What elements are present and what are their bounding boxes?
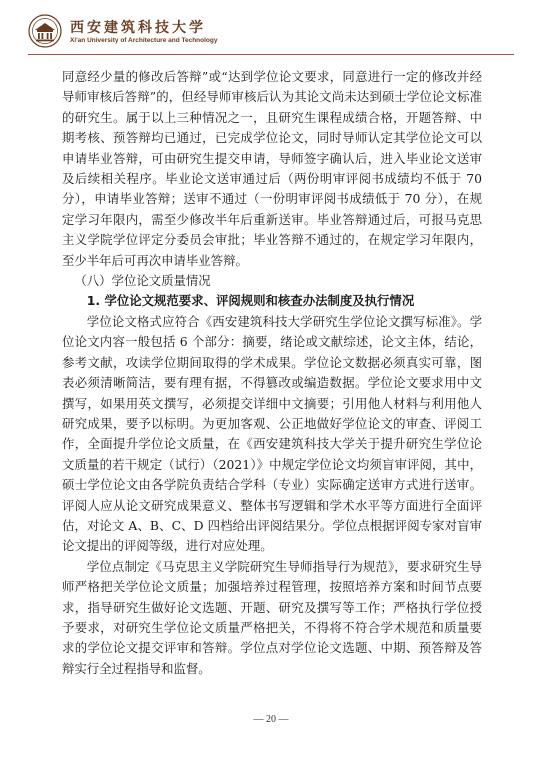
university-name-cn: 西安建筑科技大学 [70,20,206,36]
paragraph-continuation: 同意经少量的修改后答辩”或“达到学位论文要求，同意进行一定的修改并经导师审核后答辩”的，但经导师审核后认为其论文尚未达到硕士学位论文标准的研究生。属于以上三种情况之一，且研究生课程成绩合格，开题答辩、中期考核、预答辩均已通过，已完成学位论文，同时导师认定其学位论文可以申请毕业答辩，可由研究生提交申请，导师签字确认后，进入毕业论文送审及后续相关程序。毕业论文送审通过后（两份明审评阅书成绩均不低于 70 分），申请毕业答辩；送审不通过（一份明审评阅书成绩低于 70 分），在规定学习年限内，需至少修改半年后重新送审。毕业答辩通过后，可报马克思主义学院学位评定分委员会审批；毕业答辩不通过的，在规定学习年限内，至少半年后可再次申请毕业答辩。 [62,69,482,268]
document-body [62,67,482,679]
university-name-en: Xi'an University of Architecture and Technology [70,37,218,44]
paragraph-supervisor-rules: 学位点制定《马克思主义学院研究生导师指导行为规范》，要求研究生导师严格把关学位论文质量；加强培养过程管理，按照培养方案和时间节点要求，指导研究生做好论文选题、开题、研究及撰写等工作；严格执行学位授予要求，对研究生学位论文质量严格把关，不得将不符合学术规范和质量要求的学位论文提交评审和答辩。学位点对学位论文选题、中期、预答辩及答辩实行全过程指导和监督。 [62,558,482,676]
section-heading: （八）学位论文质量情况 [74,273,211,289]
university-seal-icon [28,14,62,48]
page-number: — 20 — [253,714,289,725]
subsection-heading: 1. 学位论文规范要求、评阅规则和核查办法制度及执行情况 [86,293,415,309]
header-divider [28,54,514,55]
page-header [28,14,514,52]
paragraph-format-requirements: 学位论文格式应符合《西安建筑科技大学研究生学位论文撰写标准》。学位论文内容一般包括 6 个部分：摘要，绪论或文献综述，论文主体，结论，参考文献，攻读学位期间取得的学术成果。学位论文数据必须真实可靠，图表必须清晰简洁，要有理有据，不得篡改或编造数据。学位论文要求用中文撰写，如果用英文撰写，必须提交详细中文摘要；引用他人材料与利用他人研究成果，要予以标明。为更加客观、公正地做好学位论文的审查、评阅工作，全面提升学位论文质量，在《西安建筑科技大学关于提升研究生学位论文质量的若干规定（试行）（2021）》中规定学位论文均须盲审评阅，其中，硕士学位论文由各学院负责结合学科（专业）实际确定送审方式进行送审。评阅人应从论文研究成果意义、整体书写逻辑和学术水平等方面进行全面评估，对论文 A、B、C、D 四档给出评阅结果分。学位点根据评阅专家对盲审论文提出的评阅等级，进行对应处理。 [62,313,482,554]
